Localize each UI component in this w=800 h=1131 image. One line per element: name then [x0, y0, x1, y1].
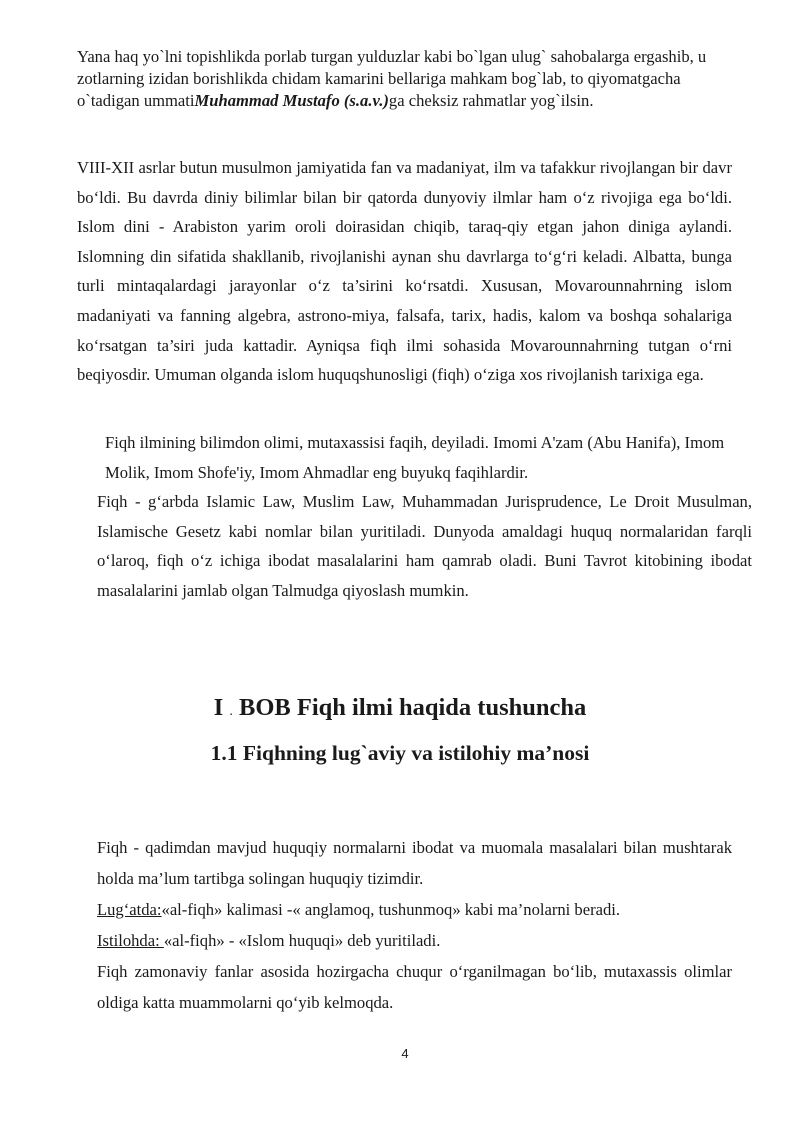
chapter-title: BOB Fiqh ilmi haqida tushuncha — [239, 694, 587, 721]
definition-paragraph: Fiqh - qadimdan mavjud huquqiy normalarni ibodat va muomala masalalari bilan mushtarak holda ma’lum tartibga solingan huquqiy tizimdir. — [97, 838, 732, 888]
lugatda-label: Lug‘atda: — [97, 900, 162, 919]
page-number: 4 — [401, 1046, 409, 1061]
intro-text-start: Yana haq yo`lni topishlikda porlab turgan yulduzlar kabi bo`lgan ulug` sahobalarga ergashib, u zotlarning izidan borishlikda chidam kamarini bellariga mahkam bog`lab, to qiyomatgacha o`tadigan ummati — [77, 47, 707, 110]
western-names-paragraph: Fiqh - g‘arbda Islamic Law, Muslim Law, Muhammadan Jurisprudence, Le Droit Musulman, Islamische Gesetz kabi nomlar bilan yuritiladi. Dunyoda amaldagi huquq normalaridan farqli o‘laroq, fiqh o‘z ichiga ibodat masalalarini ham qamrab oladi. Buni Tavrot kitobining ibodat masalalarini jamlab olgan Talmudga qiyoslash mumkin. — [97, 492, 752, 600]
intro-paragraph — [77, 46, 737, 112]
istilohda-label: Istilohda: — [97, 931, 164, 950]
chapter-heading — [0, 694, 800, 722]
lugatda-text: «al-fiqh» kalimasi -« anglamoq, tushunmoq» kabi ma’nolarni beradi. — [161, 900, 621, 919]
lugatda-line — [77, 894, 732, 925]
intro-text-end: ga cheksiz rahmatlar yog`ilsin. — [388, 91, 594, 110]
history-paragraph: VIII-XII asrlar butun musulmon jamiyatida fan va madaniyat, ilm va tafakkur rivojlangan bir davr bo‘ldi. Bu davrda diniy bilimlar bilan bir qatorda dunyoviy ilmlar ham o‘z rivojiga ega bo‘ldi. Islom dini - Arabiston yarim oroli doirasidan chiqib, taraq-qiy etgan jahon diniga aylandi. Islomning din sifatida shakllanib, rivojlanishi aynan shu davrlarga to‘g‘ri keladi. Albatta, bunga turli mintaqalardagi jarayonlar o‘z ta’sirini ko‘rsatdi. Xususan, Movarounnahrning islom madaniyati va fanning algebra, astrono-miya, falsafa, tarix, hadis, kalom va boshqa sohalariga ko‘rsatgan ta’siri juda kattadir. Ayniqsa fiqh ilmi sohasida Movarounnahrning tutgan o‘rni beqiyosdir. Umuman olganda islom huquqshunosligi (fiqh) o‘ziga xos rivojlanish tarixiga ega. — [77, 158, 732, 385]
istilohda-line — [77, 925, 732, 956]
modern-paragraph: Fiqh zamonaviy fanlar asosida hozirgacha chuqur o‘rganilmagan bo‘lib, mutaxassis olimlar oldiga katta muammolarni qo‘yib kelmoqda. — [97, 962, 732, 1012]
prophet-name: Muhammad Mustafo (s.a.v.) — [194, 91, 389, 110]
faqih-paragraph: Fiqh ilmining bilimdon olimi, mutaxassisi faqih, deyiladi. Imomi A'zam (Abu Hanifa), Imom Molik, Imom Shofe'iy, Imom Ahmadlar eng buyukq faqihlardir. — [105, 433, 725, 482]
istilohda-text: «al-fiqh» - «Islom huquqi» deb yuritiladi. — [163, 931, 441, 950]
chapter-separator: . — [229, 704, 233, 719]
definitions-block — [77, 832, 732, 1018]
chapter-number: I — [213, 694, 224, 721]
section-heading: 1.1 Fiqhning lug`aviy va istilohiy ma’nosi — [210, 741, 590, 765]
